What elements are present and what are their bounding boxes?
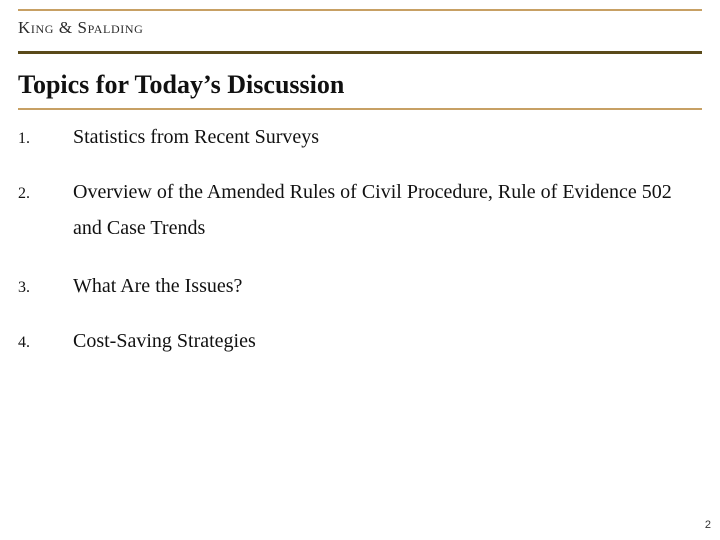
header-divider <box>18 51 702 54</box>
topic-text: Statistics from Recent Surveys <box>73 126 320 148</box>
topic-number: 3. <box>18 279 30 296</box>
topic-number: 4. <box>18 334 30 351</box>
slide-title: Topics for Today’s Discussion <box>18 70 345 99</box>
page-number: 2 <box>704 519 711 531</box>
firm-logo: King & Spalding <box>18 18 144 37</box>
topic-number: 1. <box>18 130 30 147</box>
title-divider <box>18 108 702 110</box>
topic-number: 2. <box>18 185 30 202</box>
topic-text: What Are the Issues? <box>73 275 243 297</box>
topic-text: Overview of the Amended Rules of Civil Procedure, Rule of Evidence 502 and Case Trends <box>73 181 672 239</box>
topic-text: Cost-Saving Strategies <box>73 330 256 352</box>
top-accent-rule <box>18 9 702 11</box>
